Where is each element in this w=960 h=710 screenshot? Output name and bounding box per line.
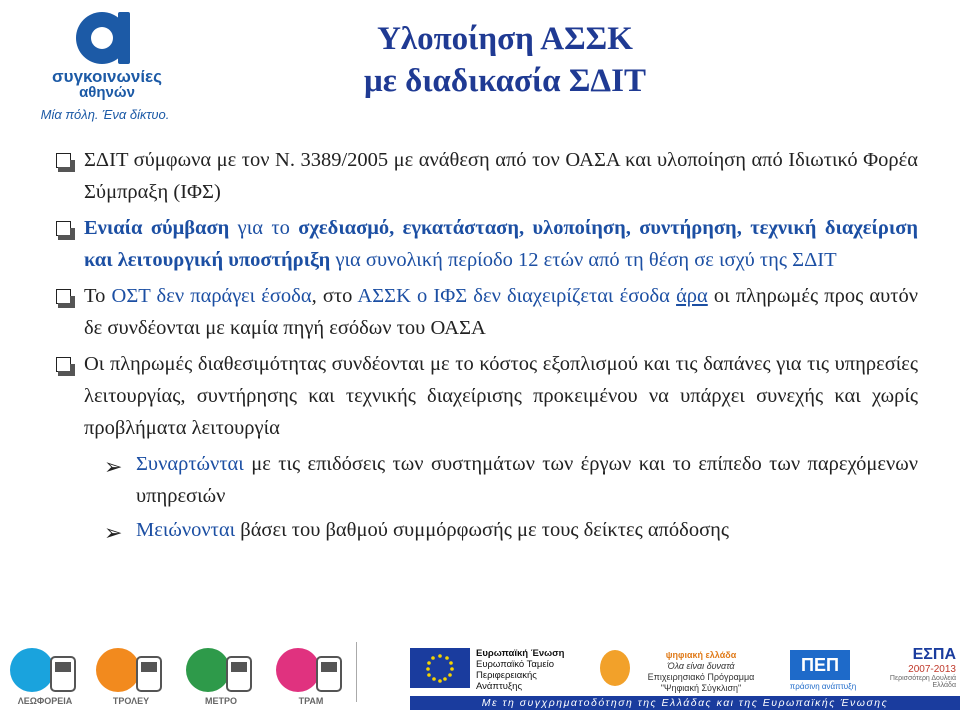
bullet-paragraph-1 bbox=[52, 144, 918, 208]
espa-logo bbox=[870, 646, 956, 689]
title-line1: Υλοποίηση ΑΣΣΚ bbox=[377, 21, 633, 57]
p1-text: ΣΔΙΤ σύμφωνα με τον Ν. 3389/2005 με ανάθεση από τον ΟΑΣΑ και υλοποίηση από Ιδιωτικό Φορέα Σύμπραξη (ΙΦΣ) bbox=[84, 149, 918, 203]
pep-logo: ΠΕΠ bbox=[790, 650, 850, 680]
gr-text-line: Όλα είναι δυνατά bbox=[667, 661, 735, 671]
trolley-logo-icon bbox=[96, 648, 140, 692]
mode-label: ΜΕΤΡΟ bbox=[204, 696, 237, 706]
logo-tagline: Μία πόλη. Ένα δίκτυο. bbox=[40, 107, 170, 122]
p3-text-7: οι πληρωμές προς αυτόν δε συνδέονται με καμία πηγή εσόδων του ΟΑΣΑ bbox=[84, 285, 918, 339]
mode-label: ΤΡΑΜ bbox=[298, 696, 324, 706]
p2-text-2: για το bbox=[229, 217, 299, 239]
eu-text bbox=[476, 648, 586, 692]
eu-text-line: Περιφερειακής bbox=[476, 670, 537, 681]
p4-text: Οι πληρωμές διαθεσιμότητας συνδέονται με το κόστος εξοπλισμού και τις δαπάνες για τις υπηρεσίες λειτουργίας, συντήρησης και τεχνικής διαχείρισης προκειμένου να υπάρχει συνεχής και χωρίς προβλήματα λειτουργία bbox=[84, 353, 918, 439]
cofunding-strip: Με τη συγχρηματοδότηση της Ελλάδας και της Ευρωπαϊκής Ένωσης bbox=[410, 696, 960, 710]
bus-logo-icon bbox=[10, 648, 54, 692]
slide-content bbox=[52, 144, 918, 548]
digital-greece-logo-icon bbox=[600, 650, 630, 686]
p2-highlight-2: σχεδιασμό, εγκατάσταση, υλοποίηση, συντήρηση, τεχνική διαχείριση και λειτουργική υποστήριξη bbox=[84, 217, 918, 271]
bus-vehicle-icon bbox=[50, 656, 76, 692]
trolley-vehicle-icon bbox=[136, 656, 162, 692]
mode-label: ΤΡΟΛΕΥ bbox=[112, 696, 150, 706]
mode-label: ΛΕΩΦΟΡΕΙΑ bbox=[17, 696, 73, 706]
bullet-paragraph-3 bbox=[52, 280, 918, 344]
eu-flag-icon bbox=[410, 648, 470, 688]
p2-highlight-1: Ενιαία σύμβαση bbox=[84, 217, 230, 239]
checkbox-bullet-icon bbox=[56, 221, 71, 236]
bullet-paragraph-2 bbox=[52, 212, 918, 276]
sub1-highlight: Συναρτώνται bbox=[136, 453, 244, 475]
espa-years: 2007-2013 bbox=[908, 664, 956, 675]
sub2-text: βάσει του βαθμού συμμόρφωσής με τους δείκτες απόδοσης bbox=[235, 519, 729, 541]
tram-vehicle-icon bbox=[316, 656, 342, 692]
tram-logo-icon bbox=[276, 648, 320, 692]
p3-highlight-1: ΟΣΤ δεν παράγει έσοδα bbox=[111, 285, 312, 307]
page-title bbox=[290, 18, 720, 102]
logo-brand-line2: αθηνών bbox=[79, 84, 135, 101]
espa-slogan: Περισσότερη Δουλειά Ελλάδα bbox=[889, 675, 956, 689]
mode-trolley bbox=[96, 648, 160, 706]
checkbox-bullet-icon bbox=[56, 289, 71, 304]
bullet-paragraph-4 bbox=[52, 348, 918, 444]
sub2-highlight: Μειώνονται bbox=[136, 519, 236, 541]
digital-greece-text bbox=[636, 650, 766, 694]
p2-text-4: για συνολική περίοδο 12 ετών από τη θέση σε ισχύ της ΣΔΙΤ bbox=[330, 249, 837, 271]
osy-logo bbox=[20, 6, 190, 124]
footer-divider bbox=[356, 642, 357, 702]
metro-vehicle-icon bbox=[226, 656, 252, 692]
p3-text-3: , στο bbox=[311, 285, 358, 307]
sub-bullet-2 bbox=[52, 514, 918, 546]
title-line2: με διαδικασία ΣΔΙΤ bbox=[364, 63, 646, 99]
espa-title: ΕΣΠΑ bbox=[912, 646, 956, 663]
sub-bullet-1 bbox=[52, 448, 918, 512]
p3-highlight-2: ΑΣΣΚ ο ΙΦΣ δεν διαχειρίζεται έσοδα bbox=[357, 285, 670, 307]
checkbox-bullet-icon bbox=[56, 153, 71, 168]
arrow-bullet-icon: ➢ bbox=[104, 455, 123, 480]
mode-bus bbox=[10, 648, 74, 706]
gr-text-line: "Ψηφιακή Σύγκλιση" bbox=[660, 683, 742, 693]
p3-text-1: Το bbox=[84, 285, 112, 307]
sub1-text: με τις επιδόσεις των συστημάτων των έργων και το επίπεδο των παρεχόμενων υπηρεσιών bbox=[136, 453, 918, 507]
p3-highlight-ara: άρα bbox=[676, 285, 708, 307]
pep-subtitle: πράσινη ανάπτυξη bbox=[789, 682, 857, 691]
logo-brand-line1: συγκοινωνίες bbox=[52, 67, 162, 86]
mode-metro bbox=[186, 648, 250, 706]
checkbox-bullet-icon bbox=[56, 357, 71, 372]
arrow-bullet-icon: ➢ bbox=[104, 521, 123, 546]
logo-alpha-icon bbox=[72, 6, 140, 68]
metro-logo-icon bbox=[186, 648, 230, 692]
eu-text-line: Ανάπτυξης bbox=[476, 681, 523, 692]
gr-text-line: ψηφιακή ελλάδα bbox=[665, 650, 737, 660]
gr-text-line: Επιχειρησιακό Πρόγραμμα bbox=[647, 672, 755, 682]
mode-tram bbox=[276, 648, 340, 706]
eu-text-line: Ευρωπαϊκή Ένωση bbox=[476, 648, 565, 659]
eu-text-line: Ευρωπαϊκό Ταμείο bbox=[476, 659, 554, 670]
footer-logos bbox=[0, 640, 960, 710]
